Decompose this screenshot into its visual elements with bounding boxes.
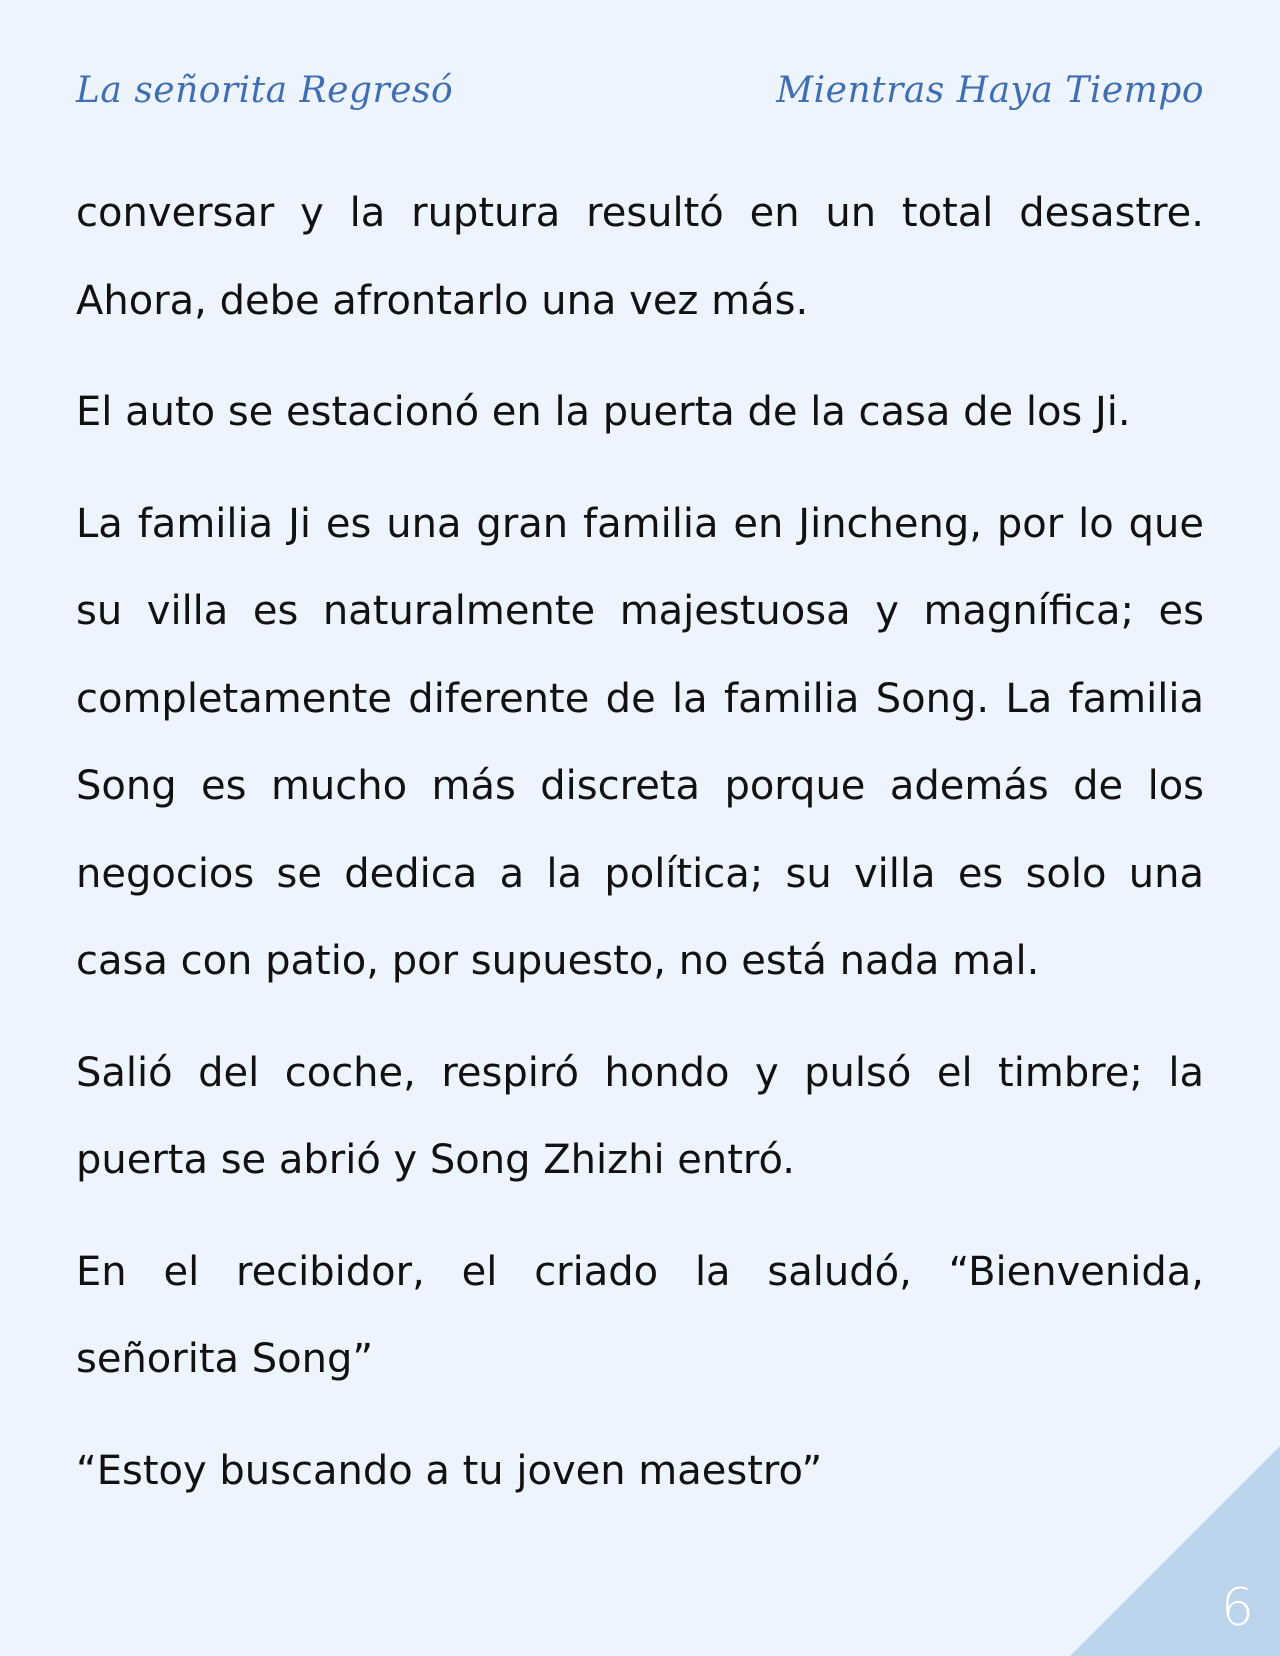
- paragraph: La familia Ji es una gran familia en Jincheng, por lo que su villa es naturalmente majestuosa y magnífica; es completamente diferente de la familia Song. La familia Song es mucho más discreta porque además de los negocios se dedica a la política; su villa es solo una casa con patio, por supuesto, no está nada mal.: [76, 500, 1204, 984]
- page-header: [76, 70, 1204, 111]
- paragraph: conversar y la ruptura resultó en un total desastre. Ahora, debe afrontarlo una vez más.: [76, 190, 1204, 324]
- paragraph: Salió del coche, respiró hondo y pulsó el timbre; la puerta se abrió y Song Zhizhi entró.: [76, 1049, 1204, 1183]
- paragraph: El auto se estacionó en la puerta de la casa de los Ji.: [76, 389, 1131, 435]
- page-number: 6: [1220, 1578, 1254, 1638]
- paragraph: En el recibidor, el criado la saludó, “Bienvenida, señorita Song”: [76, 1248, 1204, 1382]
- paragraph: “Estoy buscando a tu joven maestro”: [76, 1447, 823, 1494]
- book-title: La señorita Regresó: [76, 70, 454, 111]
- series-title: Mientras Haya Tiempo: [776, 70, 1204, 111]
- page-body: [76, 170, 1204, 1539]
